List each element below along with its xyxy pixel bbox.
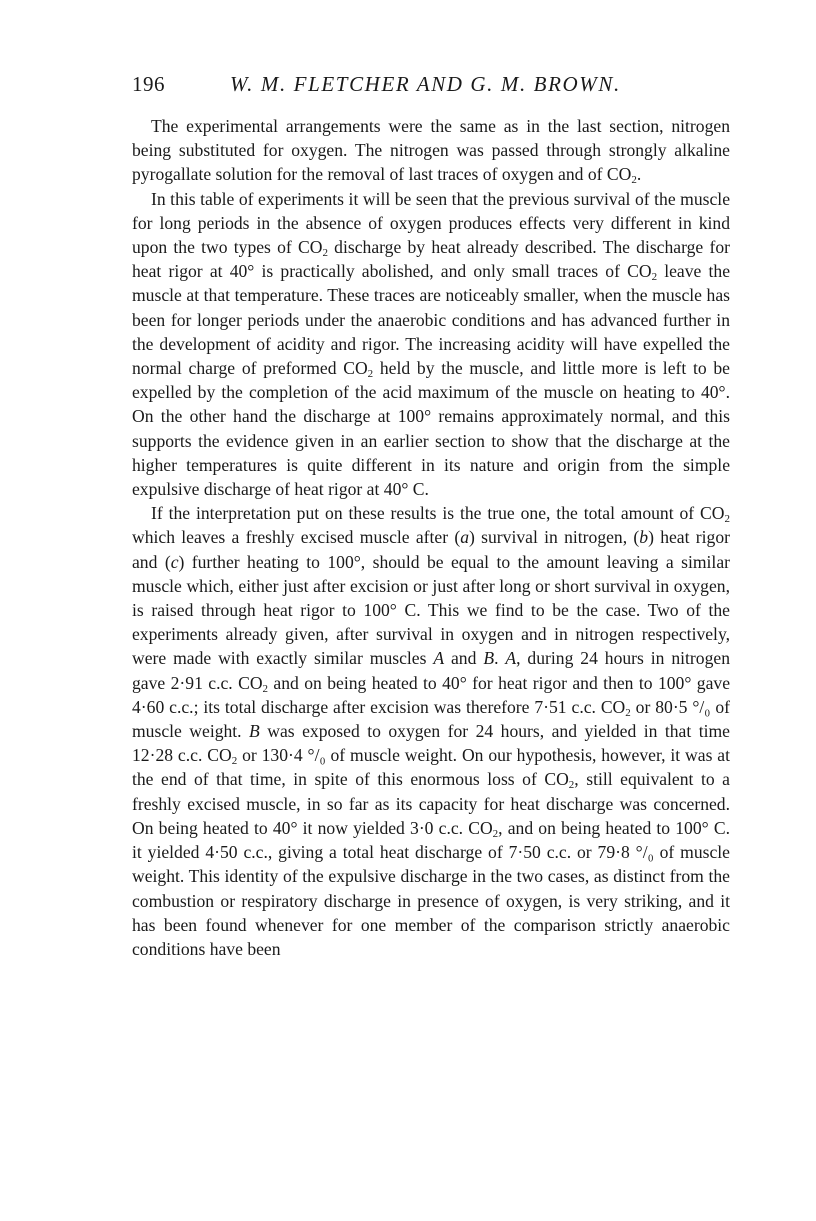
text-run: or 80·5 °/₀ of muscle weight. bbox=[132, 696, 730, 742]
text-run: or 130·4 °/₀ of muscle weight. On our hypothesis, however, it was at the end of that time, in spite of this enormous loss of CO bbox=[132, 745, 730, 790]
subscript: 2 bbox=[262, 682, 269, 695]
subscript: 2 bbox=[625, 706, 631, 719]
subscript: 2 bbox=[568, 779, 575, 792]
italic-text: B bbox=[483, 648, 495, 669]
subscript: 2 bbox=[492, 827, 499, 840]
italic-text: A bbox=[433, 648, 445, 669]
text-run: held by the muscle, and little more is left to be expelled by the completion of the acid maximum of the muscle on heating to 40°. On the other hand the discharge at 100° remains approximately normal, and this supports the evidence given in an earlier section to show that the discharge at the higher temperatures is quite different in its nature and origin from the simple expulsive discharge of heat rigor at 40° C. bbox=[132, 358, 730, 500]
italic-text: c bbox=[170, 551, 179, 572]
text-run: was exposed to oxygen for 24 hours, and yielded in that time 12·28 c.c. CO bbox=[132, 721, 730, 766]
text-run: ) survival in nitrogen, ( bbox=[469, 527, 640, 548]
text-run: , still equivalent to a freshly excised muscle, in so far as its capacity for heat discharge was concerned. On being heated to 40° it now yielded 3·0 c.c. CO bbox=[132, 769, 730, 838]
subscript: 2 bbox=[367, 368, 374, 381]
text-run: . bbox=[636, 164, 642, 185]
body-text bbox=[132, 114, 730, 961]
page-number: 196 bbox=[132, 72, 165, 96]
subscript: 2 bbox=[651, 271, 658, 284]
text-run: If the interpretation put on these results is the true one, the total amount of CO bbox=[151, 503, 725, 524]
subscript: 2 bbox=[631, 174, 637, 187]
subscript: 2 bbox=[322, 247, 328, 260]
italic-text: B bbox=[249, 721, 260, 742]
text-run: , and on being heated to 100° C. it yielded 4·50 c.c., giving a total heat discharge of 7·50 c.c. or 79·8 °/₀ of muscle weight. This identity of the expulsive discharge in the two cases, as distinct from the combustion or respiratory discharge in presence of oxygen, is very striking, and it has been found whenever for one member of the comparison strictly anaerobic conditions have been bbox=[132, 817, 730, 959]
text-run: which leaves a freshly excised muscle after ( bbox=[132, 527, 461, 548]
italic-text: a bbox=[460, 527, 470, 548]
paragraph bbox=[132, 501, 730, 961]
subscript: 2 bbox=[231, 755, 238, 768]
italic-text: A bbox=[505, 648, 517, 669]
text-run: and on being heated to 40° for heat rigor and then to 100° gave 4·60 c.c.; its total discharge after excision was therefore 7·51 c.c. CO bbox=[132, 672, 731, 717]
paragraph bbox=[132, 114, 730, 187]
text-run: . bbox=[494, 648, 506, 669]
running-title: W. M. FLETCHER AND G. M. BROWN. bbox=[230, 72, 621, 96]
text-run: , during 24 hours in nitrogen gave 2·91 c.c. CO bbox=[132, 648, 730, 693]
text-run: ) further heating to 100°, should be equal to the amount leaving a similar muscle which, either just after excision or just after long or short survival in oxygen, is raised through heat rigor to 100° C. This we find to be the case. Two of the experiments already given, after survival in oxygen and in nitrogen respectively, were made with exactly similar muscles bbox=[132, 551, 730, 669]
text-run: In this table of experiments it will be seen that the previous survival of the muscle for long periods in the absence of oxygen produces effects very different in kind upon the two types of CO bbox=[132, 188, 730, 258]
text-run: and bbox=[444, 648, 484, 669]
text-run: ) heat rigor and ( bbox=[132, 527, 730, 572]
text-run: leave the muscle at that temperature. These traces are noticeably smaller, when the muscle has been for longer periods under the anaerobic conditions and has advanced further in the development of acidity and rigor. The increasing acidity will have expelled the normal charge of preformed CO bbox=[132, 261, 731, 379]
text-run: discharge by heat already described. The discharge for heat rigor at 40° is practically abolished, and only small traces of CO bbox=[132, 237, 730, 282]
subscript: 2 bbox=[724, 513, 730, 526]
text-run: The experimental arrangements were the same as in the last section, nitrogen being substituted for oxygen. The nitrogen was passed through strongly alkaline pyrogallate solution for the removal of last traces of oxygen and of CO bbox=[132, 116, 730, 185]
italic-text: b bbox=[639, 527, 649, 548]
paragraph bbox=[132, 187, 730, 502]
